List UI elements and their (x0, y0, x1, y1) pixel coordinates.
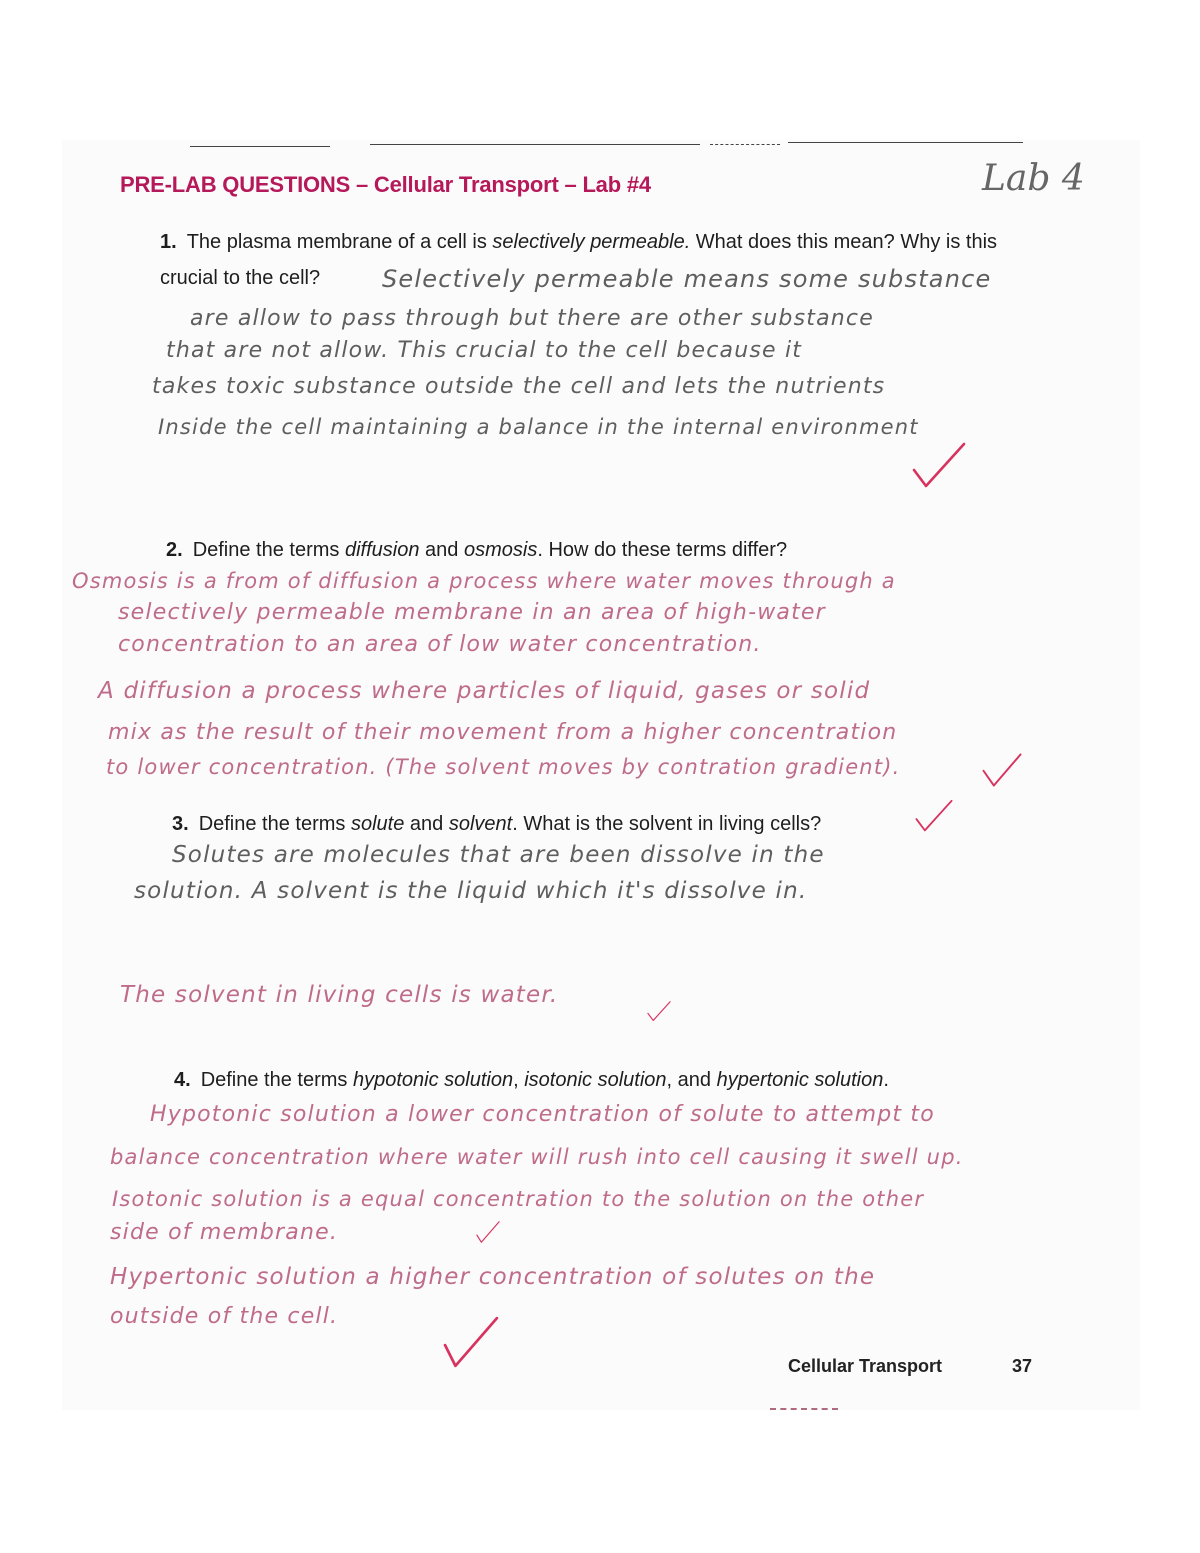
answer-1-line-3: that are not allow. This crucial to the cell because it (166, 338, 803, 363)
answer-2-line-4: A diffusion a process where particles of liquid, gases or solid (98, 678, 871, 704)
answer-4-line-5: Hypertonic solution a higher concentration of solutes on the (110, 1264, 876, 1290)
answer-1-line-4: takes toxic substance outside the cell and lets the nutrients (152, 374, 886, 399)
handwritten-lab-note: Lab 4 (982, 158, 1085, 199)
bottom-mark (770, 1408, 838, 1410)
checkmark-icon (912, 798, 956, 836)
top-rule (788, 142, 1023, 143)
answer-4-line-4: side of membrane. (110, 1220, 339, 1245)
question-1: 1. The plasma membrane of a cell is selectively permeable. What does this mean? Why is this crucial to the cell? (160, 231, 998, 289)
page-number: 37 (1012, 1356, 1033, 1376)
checkmark-icon (980, 750, 1024, 790)
top-rule (190, 146, 330, 147)
question-2: 2. Define the terms diffusion and osmosis. How do these terms differ? (166, 539, 788, 561)
answer-3-line-1: Solutes are molecules that are been dissolve in the (172, 842, 825, 868)
answer-3-line-2: solution. A solvent is the liquid which it's dissolve in. (134, 878, 808, 904)
answer-2-line-6: to lower concentration. (The solvent moves by contration gradient). (106, 755, 901, 779)
answer-4-line-3: Isotonic solution is a equal concentration to the solution on the other (112, 1187, 925, 1211)
question-4: 4. Define the terms hypotonic solution, isotonic solution, and hypertonic solution. (174, 1069, 889, 1091)
answer-4-line-2: balance concentration where water will rush into cell causing it swell up. (110, 1145, 964, 1169)
page-title: PRE-LAB QUESTIONS – Cellular Transport – Lab #4 (120, 172, 651, 197)
answer-1-line-5: Inside the cell maintaining a balance in the internal environment (158, 415, 919, 439)
answer-4-line-6: outside of the cell. (110, 1304, 339, 1329)
checkmark-icon (642, 1000, 676, 1024)
checkmark-icon (466, 1220, 510, 1244)
checkmark-icon (910, 440, 968, 494)
answer-2-line-3: concentration to an area of low water concentration. (118, 632, 762, 657)
answer-4-line-1: Hypotonic solution a lower concentration of solute to attempt to (150, 1102, 935, 1127)
footer-section-label: Cellular Transport (788, 1356, 943, 1376)
checkmark-icon (436, 1314, 506, 1370)
answer-1-line-1: Selectively permeable means some substance (382, 265, 992, 293)
question-3: 3. Define the terms solute and solvent. What is the solvent in living cells? (172, 813, 822, 835)
answer-2-line-1: Osmosis is a from of diffusion a process where water moves through a (72, 569, 896, 593)
top-rule (370, 144, 700, 145)
answer-2-line-5: mix as the result of their movement from a higher concentration (108, 720, 898, 745)
answer-3-line-3: The solvent in living cells is water. (120, 982, 559, 1008)
answer-1-line-2: are allow to pass through but there are other substance (190, 306, 874, 331)
top-rule (710, 144, 780, 145)
answer-2-line-2: selectively permeable membrane in an area of high-water (118, 600, 826, 625)
